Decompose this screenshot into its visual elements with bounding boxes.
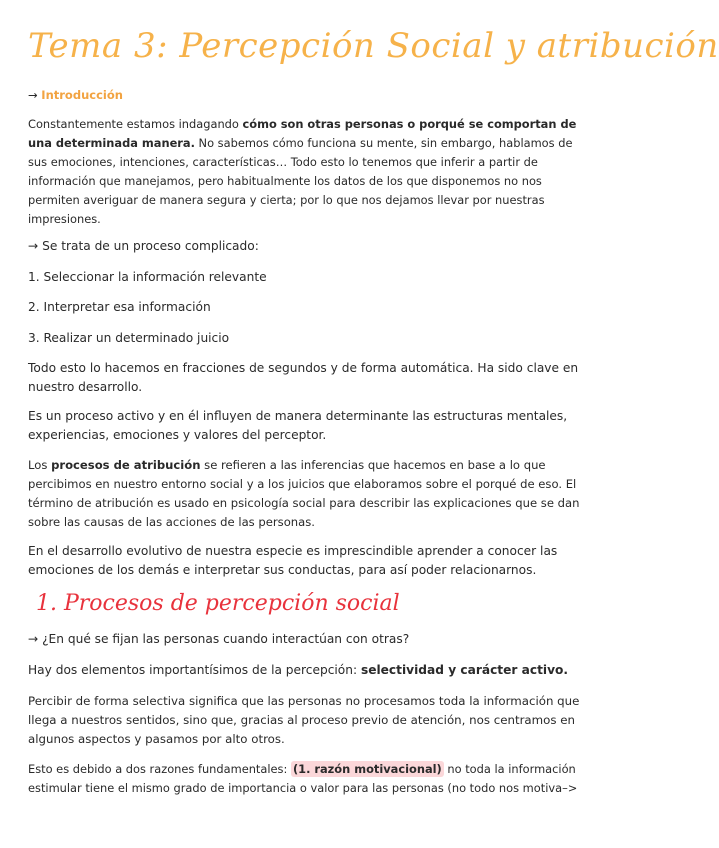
- text-line: emociones de los demás e interpretar sus conductas, para así poder relacionarnos.: [28, 563, 537, 577]
- intro-heading: [28, 86, 123, 104]
- text: Esto es debido a dos razones fundamentales:: [28, 762, 291, 776]
- highlighted-text: (1. razón motivacional): [292, 762, 442, 776]
- paragraph-active-process: [28, 407, 578, 445]
- paragraph-evolution: [28, 542, 578, 580]
- intro-label: Introducción: [41, 88, 123, 102]
- section-heading: 1. Procesos de percepción social: [36, 591, 400, 616]
- paragraph-automatic: [28, 359, 578, 397]
- text-line: nuestro desarrollo.: [28, 380, 143, 394]
- step-item: 3. Realizar un determinado juicio: [28, 331, 230, 345]
- bold-text: cómo son otras personas o porqué se comportan de: [242, 117, 577, 131]
- paragraph-reasons: [28, 760, 578, 798]
- paragraph-question: → ¿En qué se fijan las personas cuando interactúan con otras?: [28, 632, 410, 646]
- text-line: sus emociones, intenciones, características… Todo esto lo tenemos que inferir a partir de: [28, 155, 538, 169]
- text-line: sobre las causas de las acciones de las personas.: [28, 515, 315, 529]
- text: Los: [28, 458, 52, 472]
- arrow-icon: →: [28, 88, 42, 102]
- text: no toda la información: [443, 762, 576, 776]
- bold-text: selectividad y carácter activo.: [360, 663, 569, 677]
- text: se refieren a las inferencias que hacemos en base a lo que: [200, 458, 546, 472]
- text: Hay dos elementos importantísimos de la percepción:: [28, 663, 361, 677]
- text-line: impresiones.: [28, 212, 101, 226]
- text-line: término de atribución es usado en psicología social para describir las explicaciones que se dan: [28, 496, 580, 510]
- text-line: Es un proceso activo y en él influyen de manera determinante las estructuras mentales,: [28, 409, 568, 423]
- step-item: 2. Interpretar esa información: [28, 300, 211, 314]
- step-item: 1. Seleccionar la información relevante: [28, 270, 267, 284]
- text-line: En el desarrollo evolutivo de nuestra especie es imprescindible aprender a conocer las: [28, 544, 558, 558]
- text-line: algunos aspectos y pasamos por alto otros.: [28, 732, 285, 746]
- paragraph-process: → Se trata de un proceso complicado:: [28, 239, 259, 253]
- paragraph-intro: [28, 115, 578, 229]
- text-line: experiencias, emociones y valores del perceptor.: [28, 428, 327, 442]
- text-line: percibimos en nuestro entorno social y a los juicios que elaboramos sobre el porqué de eso. El: [28, 477, 577, 491]
- bold-text: procesos de atribución: [51, 458, 201, 472]
- text-line: llega a nuestros sentidos, sino que, gracias al proceso previo de atención, nos centramos en: [28, 713, 575, 727]
- text: No sabemos cómo funciona su mente, sin embargo, hablamos de: [194, 136, 573, 150]
- text-line: Percibir de forma selectiva significa que las personas no procesamos toda la información que: [28, 694, 580, 708]
- text-line: estimular tiene el mismo grado de importancia o valor para las personas (no todo nos motiva–>: [28, 781, 578, 795]
- paragraph-attribution: [28, 456, 578, 532]
- text-line: información que manejamos, pero habitualmente los datos de los que disponemos no nos: [28, 174, 542, 188]
- text: Constantemente estamos indagando: [28, 117, 243, 131]
- page-title: Tema 3: Percepción Social y atribución: [28, 26, 719, 66]
- bold-text: una determinada manera.: [28, 136, 195, 150]
- paragraph-elements: [28, 661, 578, 680]
- text-line: Todo esto lo hacemos en fracciones de segundos y de forma automática. Ha sido clave en: [28, 361, 579, 375]
- text-line: permiten averiguar de manera segura y cierta; por lo que nos dejamos llevar por nuestras: [28, 193, 545, 207]
- paragraph-selective: [28, 692, 578, 749]
